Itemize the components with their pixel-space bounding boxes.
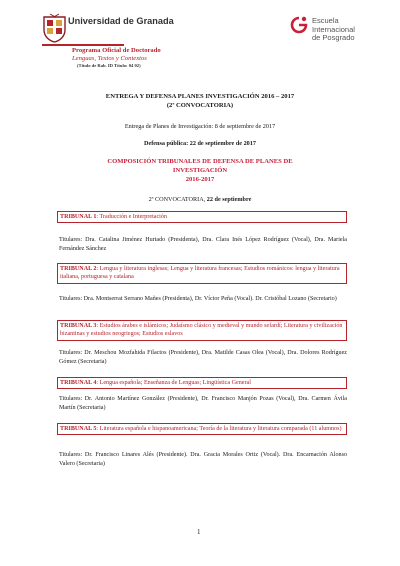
school-line-3: de Posgrado (312, 33, 355, 42)
composition-line-3: 2016-2017 (185, 176, 215, 183)
tribunal-members: Titulares: Dr. Francisco Linares Alés (Presidente). Dra. Gracia Morales Ortiz (Vocal). Dra. Encarnación Alonso Valero (Secretaria) (59, 452, 347, 467)
convocatoria-prefix: 2ª CONVOCATORIA, (148, 196, 207, 203)
tribunal-heading (57, 377, 347, 389)
university-shield-logo (42, 13, 67, 43)
tribunal-separator: : (96, 266, 100, 272)
convocatoria-date: 22 de septiembre (206, 196, 252, 203)
title-line-2: (2ª CONVOCATORIA) (166, 102, 234, 109)
program-code: (Título de Rab. ID Título: 04 02) (77, 63, 141, 68)
tribunal-number: TRIBUNAL 4 (60, 380, 97, 386)
tribunal-separator: : (96, 426, 100, 432)
tribunal-heading (57, 211, 347, 223)
tribunal-number: TRIBUNAL 3 (60, 323, 97, 329)
tribunal-separator: : (96, 214, 100, 220)
delivery-date: Entrega de Planes de Investigación: 8 de septiembre de 2017 (124, 123, 276, 130)
tribunal-members: Titulares: Dra. Montserrat Serrano Mañes (Presidenta), Dr. Víctor Peña (Vocal). Dr. Cristóbal Lozano (Secretario) (59, 296, 337, 302)
tribunal-members: Titulares: Dr. Antonio Martínez González (Presidente), Dr. Francisco Manjón Pozas (Vocal), Dra. Carmen Ávila Martín (Secretaria) (59, 396, 347, 411)
title-line-1: ENTREGA Y DEFENSA PLANES INVESTIGACIÓN 2016 – 2017 (105, 93, 295, 100)
tribunal-separator: : (96, 380, 100, 386)
tribunal-topic: Lengua española; Enseñanza de Lenguas; Lingüística General (99, 380, 251, 386)
school-line-2: Internacional (312, 24, 355, 34)
document-title (40, 92, 360, 110)
escuela-posgrado-logo (289, 15, 309, 37)
tribunal-topic: Estudios árabes e islámicos; Judaísmo clásico y medieval y mundo sefardí; Literatura y civilización bizantinas y estudios neogriegos; Estudios eslavos (60, 323, 343, 338)
composition-heading (40, 157, 360, 184)
program-name: Programa Oficial de Doctorado (72, 47, 161, 54)
defense-date: Defensa pública: 22 de septiembre de 2017 (144, 140, 256, 147)
tribunal-topic: Traducción e Interpretación (99, 214, 167, 220)
tribunal-number: TRIBUNAL 1 (60, 214, 97, 220)
convocatoria-line (40, 196, 360, 203)
tribunal-topic: Lengua y literatura inglesas; Lengua y literatura francesas; Estudios románicos: lengua y literatura italiana, portuguesa y catalana (60, 266, 340, 281)
page-number: 1 (197, 528, 201, 536)
tribunal-number: TRIBUNAL 5 (60, 426, 97, 432)
university-name: Universidad de Granada (68, 16, 174, 26)
composition-line-1: COMPOSICIÓN TRIBUNALES DE DEFENSA DE PLANES DE (107, 158, 293, 165)
tribunal-number: TRIBUNAL 2 (60, 266, 97, 272)
escuela-posgrado-name (312, 17, 355, 43)
header-divider (42, 44, 124, 46)
composition-line-2: INVESTIGACIÓN (172, 167, 228, 174)
tribunal-heading (57, 423, 347, 435)
tribunal-members: Titulares: Dra. Catalina Jiménez Hurtado (Presidenta), Dra. Clara Inés López Rodríguez (Vocal), Dra. Mariela Fernández Sánchez (59, 237, 347, 252)
tribunal-members: Titulares: Dr. Meschou Mozfahida Filactos (Presidente), Dra. Matilde Casas Olea (Vocal), Dra. Dolores Rodríguez Gómez (Secretaria) (59, 350, 347, 365)
school-line-1: Escuela (312, 16, 339, 25)
tribunal-heading (57, 320, 347, 341)
tribunal-heading (57, 263, 347, 284)
tribunal-separator: : (96, 323, 100, 329)
program-subtitle: Lenguas, Textos y Contextos (72, 55, 147, 62)
tribunal-topic: Literatura española e hispanoamericana; Teoría de la literatura y literatura comparada (11 alumnos) (99, 426, 342, 432)
